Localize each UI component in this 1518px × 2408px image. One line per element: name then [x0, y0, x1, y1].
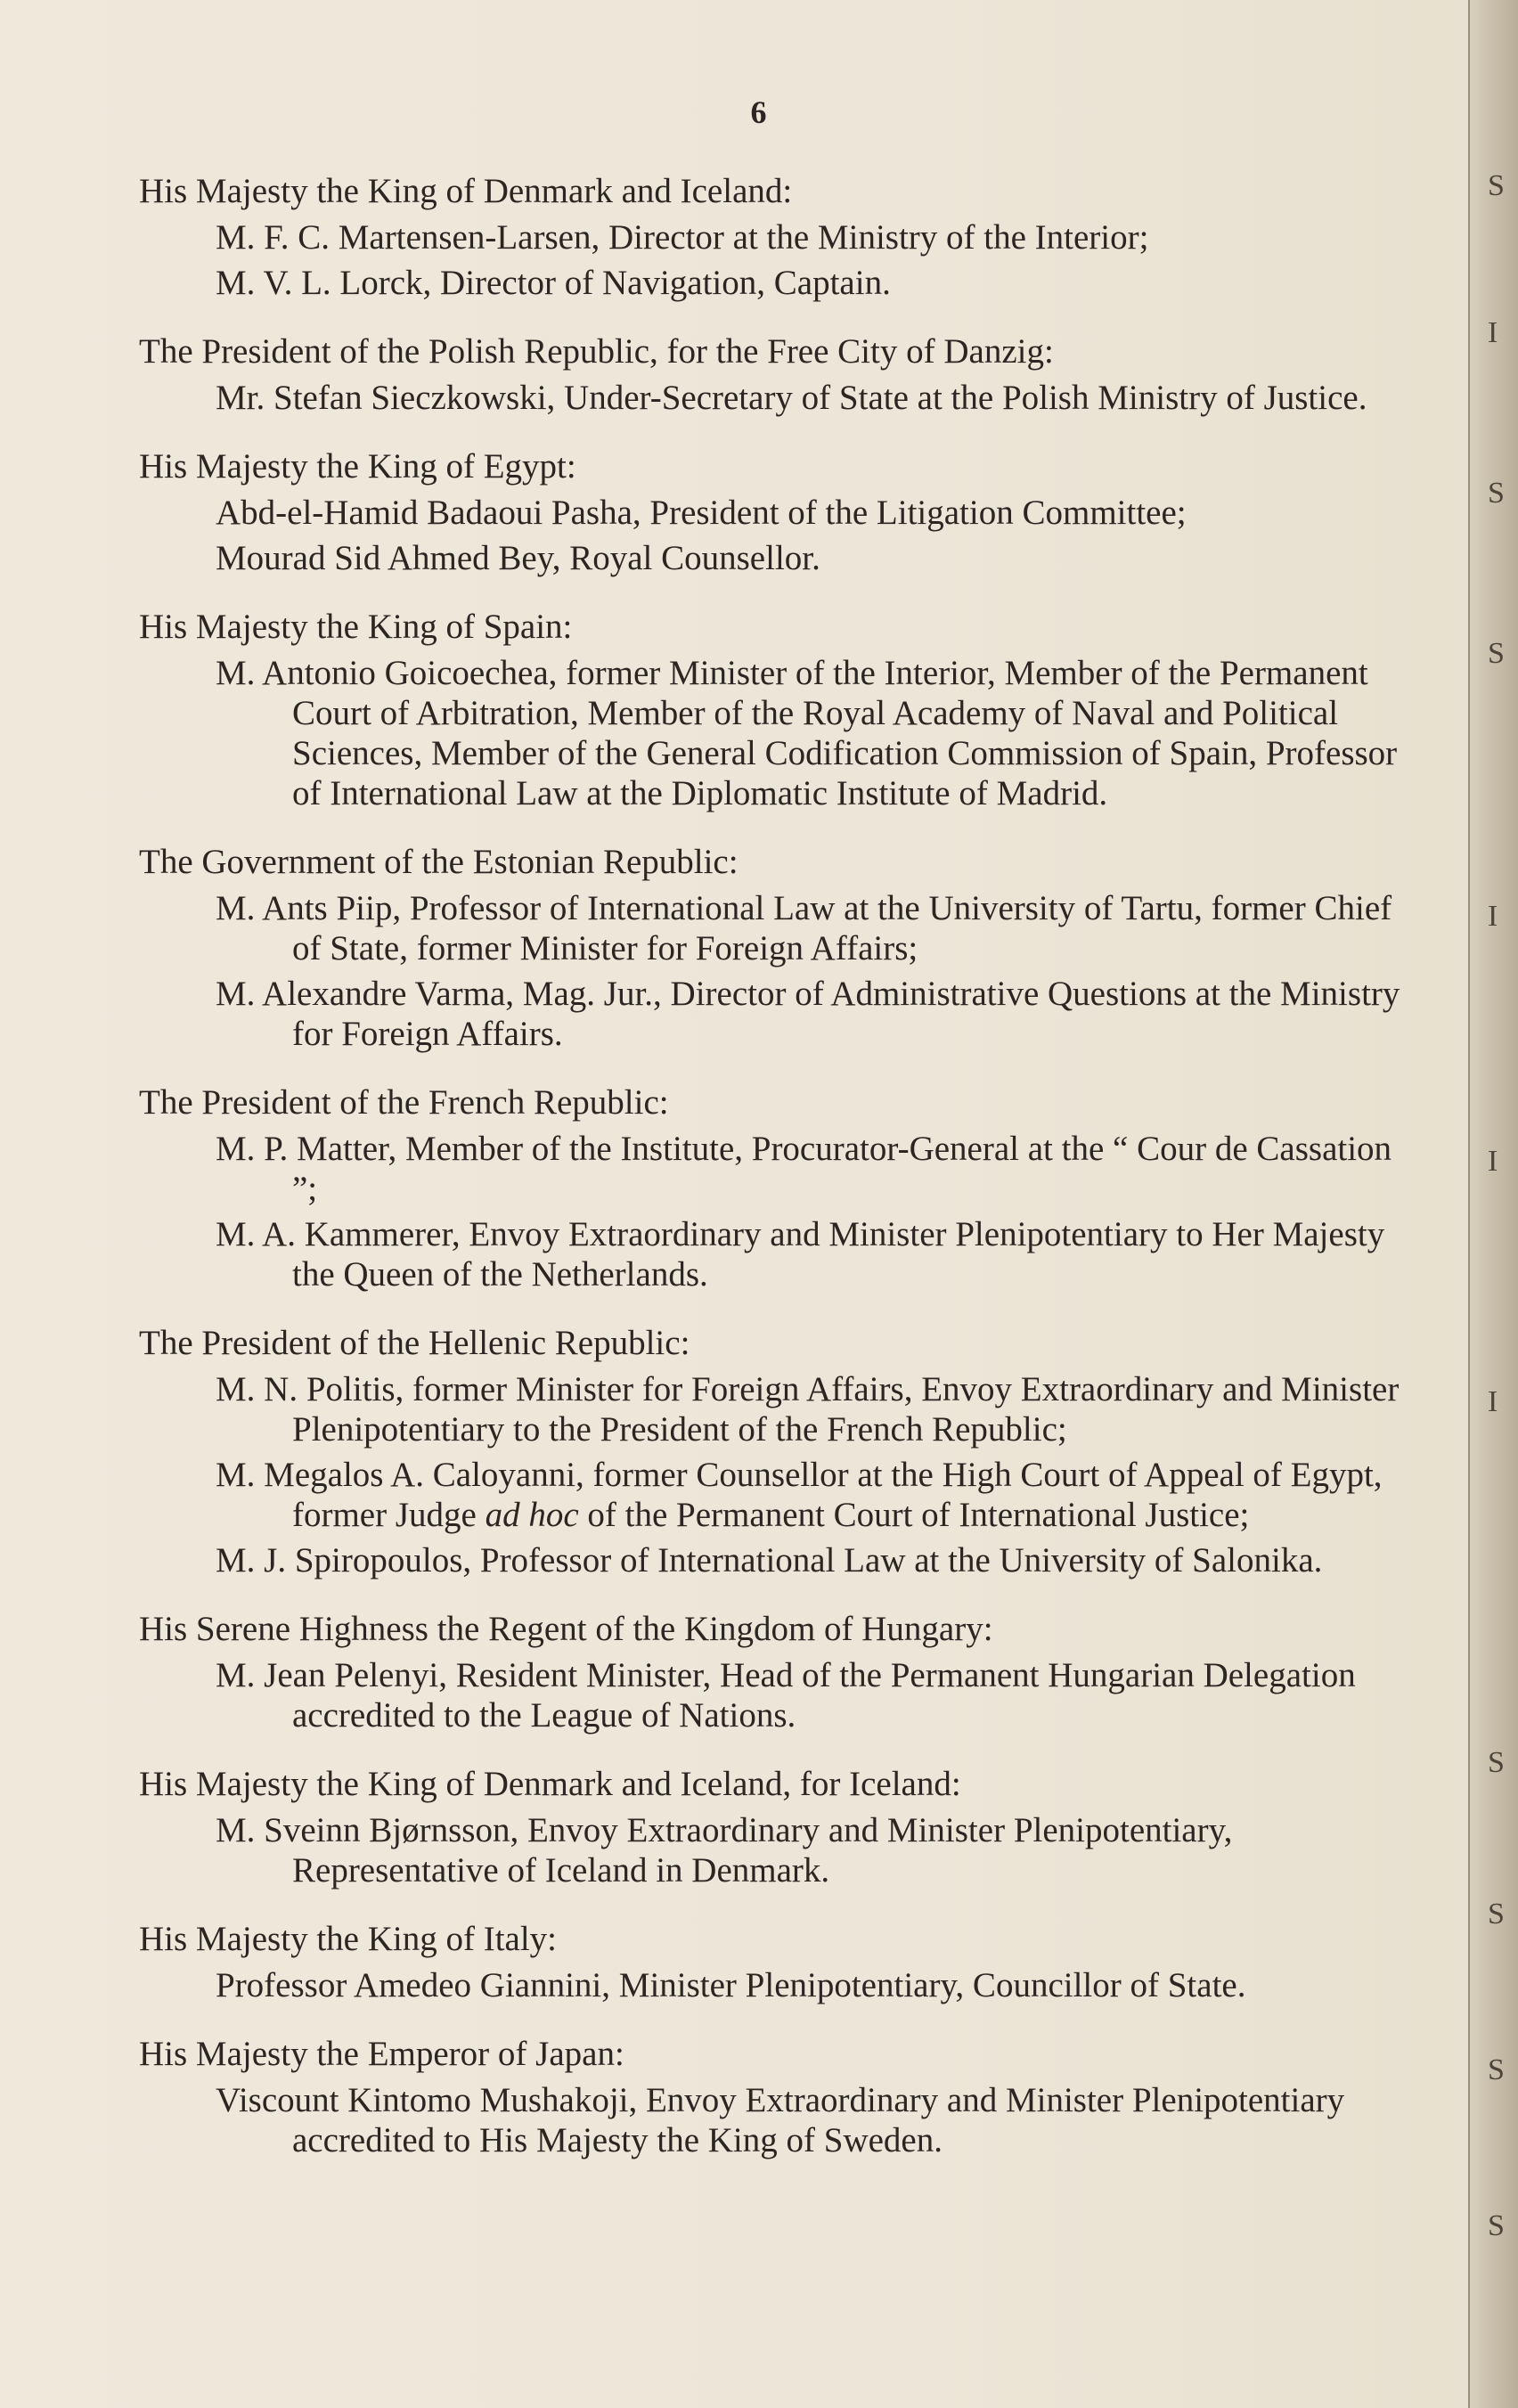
section-heading: His Majesty the King of Spain:	[139, 608, 573, 646]
section-heading: His Majesty the King of Denmark and Iceland:	[139, 172, 793, 210]
list-item: M. Jean Pelenyi, Resident Minister, Head of the Permanent Hungarian Delegation accredited to the League of Nations.	[216, 1656, 1356, 1735]
section-italy	[139, 1917, 1422, 2005]
section-heading: His Majesty the King of Denmark and Iceland, for Iceland:	[139, 1765, 961, 1803]
list-item: M. Alexandre Varma, Mag. Jur., Director of Administrative Questions at the Ministry for Foreign Affairs.	[216, 975, 1400, 1053]
list-item: M. P. Matter, Member of the Institute, Procurator-General at the “ Cour de Cassation ”;	[216, 1130, 1392, 1208]
section-spain	[139, 605, 1422, 813]
section-denmark-iceland	[139, 169, 1422, 303]
section-estonia	[139, 840, 1422, 1054]
list-item: Professor Amedeo Giannini, Minister Plenipotentiary, Councillor of State.	[216, 1966, 1246, 2004]
section-japan	[139, 2032, 1422, 2160]
section-hungary	[139, 1607, 1422, 1735]
list-item-caloyanni: M. Megalos A. Caloyanni, former Counsellor at the High Court of Appeal of Egypt, former Judge ad hoc of the Permanent Court of International Justice;	[216, 1456, 1383, 1534]
list-item: Viscount Kintomo Mushakoji, Envoy Extraordinary and Minister Plenipotentiary accredited to His Majesty the King of Sweden.	[216, 2081, 1345, 2159]
signatories-list	[139, 169, 1422, 2187]
list-item: M. A. Kammerer, Envoy Extraordinary and Minister Plenipotentiary to Her Majesty the Queen of the Netherlands.	[216, 1215, 1385, 1294]
binding-letter: S	[1488, 169, 1505, 202]
binding-letter: S	[1488, 1746, 1505, 1779]
section-greece	[139, 1321, 1422, 1580]
list-item: M. V. L. Lorck, Director of Navigation, Captain.	[216, 264, 891, 302]
list-item: M. J. Spiropoulos, Professor of International Law at the University of Salonika.	[216, 1541, 1323, 1579]
page-number: 6	[750, 94, 768, 130]
section-iceland	[139, 1762, 1422, 1890]
list-item: M. Sveinn Bjørnsson, Envoy Extraordinary and Minister Plenipotentiary, Representative of Iceland in Denmark.	[216, 1811, 1233, 1890]
list-item: M. Ants Piip, Professor of International Law at the University of Tartu, former Chief of State, former Minister for Foreign Affairs;	[216, 889, 1392, 967]
section-egypt	[139, 445, 1422, 578]
list-item: M. F. C. Martensen-Larsen, Director at the Ministry of the Interior;	[216, 218, 1149, 257]
section-heading: His Majesty the Emperor of Japan:	[139, 2035, 624, 2073]
binding-letter: S	[1488, 637, 1505, 670]
section-heading: His Majesty the King of Italy:	[139, 1920, 558, 1958]
binding-letter: I	[1488, 1145, 1498, 1178]
binding-letter: S	[1488, 1898, 1505, 1930]
list-item: M. N. Politis, former Minister for Foreign Affairs, Envoy Extraordinary and Minister Plenipotentiary to the President of the French Republic;	[216, 1370, 1400, 1449]
section-heading: His Serene Highness the Regent of the Kingdom of Hungary:	[139, 1610, 993, 1648]
section-heading: The President of the French Republic:	[139, 1083, 669, 1122]
section-france	[139, 1081, 1422, 1294]
section-danzig	[139, 330, 1422, 418]
binding-letter: I	[1488, 1385, 1498, 1418]
book-binding-edge	[1468, 0, 1518, 2408]
binding-letter: I	[1488, 316, 1498, 349]
section-heading: The President of the Polish Republic, for the Free City of Danzig:	[139, 332, 1054, 371]
binding-letter: S	[1488, 2053, 1505, 2086]
section-heading: His Majesty the King of Egypt:	[139, 447, 576, 486]
binding-letter: I	[1488, 900, 1498, 933]
list-item: Abd-el-Hamid Badaoui Pasha, President of the Litigation Committee;	[216, 494, 1187, 532]
binding-letter: S	[1488, 477, 1505, 510]
section-heading: The President of the Hellenic Republic:	[139, 1324, 690, 1362]
list-item: Mourad Sid Ahmed Bey, Royal Counsellor.	[216, 539, 820, 577]
binding-letter: S	[1488, 2209, 1505, 2242]
italic-ad-hoc: ad hoc	[485, 1496, 579, 1534]
list-item: Mr. Stefan Sieczkowski, Under-Secretary of State at the Polish Ministry of Justice.	[216, 379, 1367, 417]
section-heading: The Government of the Estonian Republic:	[139, 843, 739, 881]
list-item: M. Antonio Goicoechea, former Minister of the Interior, Member of the Permanent Court of Arbitration, Member of the Royal Academy of Naval and Political Sciences, Member of the General Codification Commission of Spain, Professor of International Law at the Diplomatic Institute of Madrid.	[216, 654, 1398, 812]
